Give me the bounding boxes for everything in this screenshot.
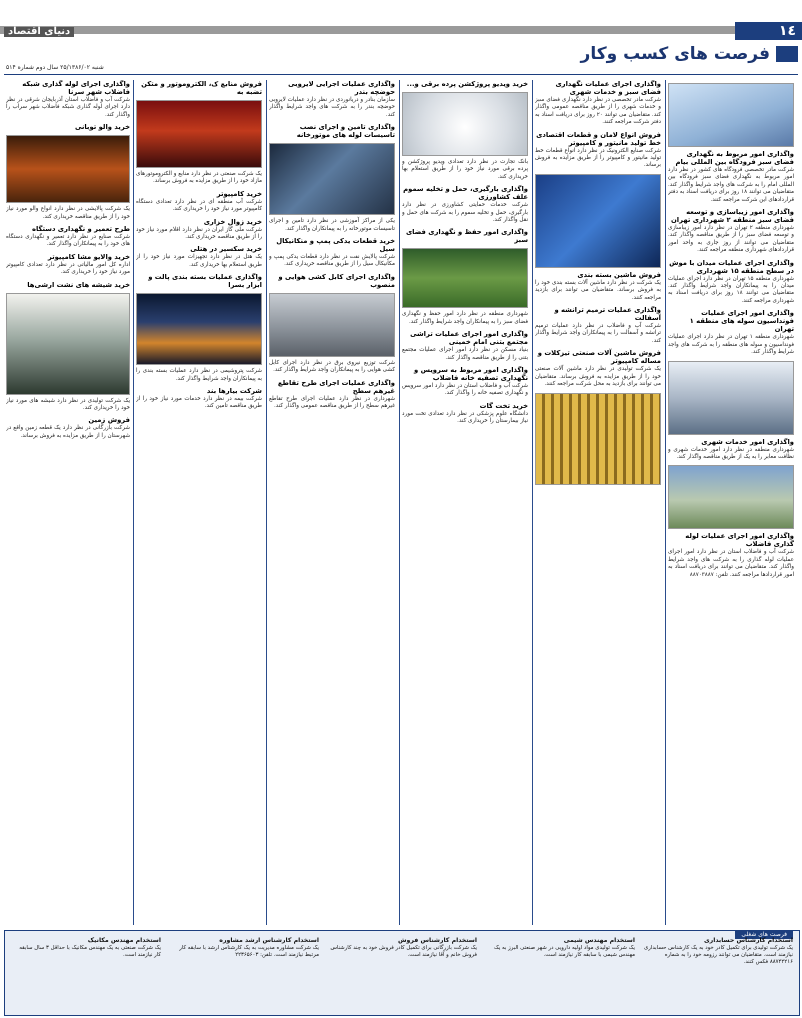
ad [136, 387, 262, 411]
ad-title: فروش منابع ک، الکتروموتور و متکن تضبه به [141, 80, 262, 96]
ad [402, 330, 528, 362]
ad-body: شرکت صنایع الکترونیک در نظر دارد انواع قطعات خط تولید مانیتور و کامپیوتر را از طریق مزایده به فروش برساند. [535, 147, 661, 169]
page-number: ١٤ [778, 23, 796, 39]
ad-body: شرکت مادر تخصصی فرودگاه های کشور در نظر دارد امور مربوط به نگهداری فضای سبز فرودگاه بین المللی امام را به شرکت های واجد شرایط واگذار کند. متقاضیان می توانند ۱۸ روز برای دریافت اسناد به دفتر قراردادهای این شرکت مراجعه کنند. [668, 167, 794, 203]
job-title: استخدام مهندس مکانیک [87, 937, 161, 944]
ad-title: واگذاری عملیات اجرای طرح تقاطع غیرهم سطح [277, 378, 395, 395]
ad [269, 237, 395, 269]
ad [269, 379, 395, 411]
ad [668, 309, 794, 356]
ad [136, 190, 262, 214]
ad [668, 532, 794, 579]
job-title: استخدام کارشناس حسابداری [703, 937, 793, 944]
column-divider [266, 80, 267, 925]
ad-body: اداره کل امور مالیاتی در نظر دارد تعدادی کامپیوتر مورد نیاز خود را خریداری کند. [6, 261, 130, 276]
ad-body: شهرداری منطقه ۱۵ تهران در نظر دارد اجرای عملیات میدان را به پیمانکاران واجد شرایط واگذار کند. متقاضیان می توانند ۱۸ روز برای دریافت اسناد به شهرداری مراجعه کنند. [668, 275, 794, 304]
ad-body: شرکت بازرگانی در نظر دارد یک قطعه زمین واقع در شهرستان را از طریق مزایده به فروش برساند. [6, 425, 130, 439]
workshop-image [136, 100, 262, 168]
ad [668, 208, 794, 255]
ad [535, 349, 661, 388]
column-divider [399, 80, 400, 925]
ad-body: یک شرکت صنعتی در نظر دارد منابع و الکتروموتورهای مازاد خود را از طریق مزایده به فروش برساند. [136, 171, 262, 185]
ad-body: یک هتل در نظر دارد تجهیزات مورد نیاز خود را از طریق استعلام بها خریداری کند. [136, 254, 262, 268]
ad [6, 253, 130, 277]
top-rule [4, 74, 798, 75]
ad-title: فروش ماشین بسته بندی [577, 270, 661, 279]
ad [402, 185, 528, 224]
ad-title: واگذاری اجرای عملیات نگهداری فضای سبز و خدمات شهری [555, 80, 661, 96]
valve-image [6, 135, 130, 203]
ad-title: واگذاری تامین و اجرای نصب تاسیسات لوله های موتورخانه [296, 123, 395, 140]
factory-image [535, 393, 661, 485]
job-title: استخدام کارشناس فروش [398, 937, 477, 944]
ad [136, 80, 262, 96]
job-ad [643, 937, 793, 1011]
ad [535, 131, 661, 170]
column-4 [269, 80, 395, 928]
ad-title: واگذاری امور خدمات شهری [701, 437, 794, 446]
ad-title: واگذاری عملیات ترمیم ترانشه و آسفالت [554, 306, 661, 323]
ad [269, 123, 395, 139]
column-divider [133, 80, 134, 925]
ad [6, 123, 130, 131]
ad-body: شرکت آب منطقه ای در نظر دارد تعدادی دستگاه کامپیوتر مورد نیاز خود را خریداری کند. [136, 198, 262, 213]
ad-body: شرکت آب و فاضلاب استان در نظر دارد امور اجرای عملیات لوله گذاری را به شرکت های واجد شرایط واگذار کند. متقاضیان می توانند برای دریافت اسناد به امور قراردادها مراجعه کنند. تلفن: ۸۸۷۰۳۸۸۷ [668, 549, 794, 578]
ad-title: طرح تعمیر و نگهداری دستگاه [31, 225, 130, 234]
ad-body: شهرداری در نظر دارد عملیات اجرای طرح تقاطع غیرهم سطح را از طریق مناقصه عمومی واگذار کند. [269, 395, 395, 410]
computer-image [535, 174, 661, 268]
ad-title: فروش زمین [88, 416, 130, 425]
job-title: استخدام کارشناس ارشد مشاوره [219, 937, 319, 944]
ad-title: خرید سکسیر در هتلی [190, 245, 262, 254]
column-1 [668, 80, 794, 928]
column-2 [535, 80, 661, 928]
job-body: یک شرکت صنعتی به یک مهندس مکانیک با حداقل ۳ سال سابقه کار نیازمند است. [19, 945, 161, 958]
job-body: یک شرکت مشاوره مدیریت به یک کارشناس ارشد با سابقه کار مرتبط نیازمند است. تلفن: ۲۲۳۶۵۶۰۳ [179, 945, 319, 958]
header-rule [0, 26, 735, 34]
ad-title: واگذاری امور حفظ و نگهداری فضای سبز [405, 228, 528, 245]
ad-title: واگذاری امور اجرای عملیات فونداسیون سوله های منطقه ۱ تهران [689, 309, 794, 334]
ad [136, 368, 262, 383]
masthead: دنیای اقتصاد [4, 27, 74, 37]
ad [402, 311, 528, 326]
job-body: یک شرکت بازرگانی برای تکمیل کادر فروش خود به چند کارشناس فروش خانم و آقا نیازمند است. [330, 945, 477, 958]
ad [269, 273, 395, 289]
ad-body: شرکت ملی گاز ایران در نظر دارد اقلام مورد نیاز خود را از طریق مناقصه خریداری کند. [136, 226, 262, 241]
job-title: استخدام مهندس شیمی [563, 937, 635, 944]
job-body: یک شرکت تولیدی برای تکمیل کادر خود به یک کارشناس حسابداری نیازمند است. متقاضیان می توانند رزومه خود را به شماره ۸۸۷۴۲۲۱۶ فکس کنند. [644, 945, 793, 965]
ad-title: واگذاری عملیات اجرایی لایروبی حوضچه بندر [288, 80, 395, 96]
job-ad [327, 937, 477, 1011]
ad-title: واگذاری امور مربوط به نگهداری فضای سبز فرودگاه بین المللی بیام [675, 150, 794, 166]
ad-body: شرکت آب و فاضلاب استان آذربایجان شرقی در نظر دارد اجرای لوله گذاری شبکه فاضلاب شهر سراب را واگذار کند. [6, 97, 130, 118]
ad-body: یک شرکت تولیدی در نظر دارد شیشه های مورد نیاز خود را خریداری کند. [6, 397, 130, 412]
ad-title: واگذاری اجرای کابل کشی هوایی و منصوب [278, 272, 395, 289]
ad-title: خرید زوال خزاری [203, 217, 262, 226]
ad [402, 366, 528, 398]
issue-line: شنبه ۲۵/۱۳۸۶/۰۲ سال دوم شماره ۵۱۴ [6, 64, 104, 71]
cables-image [269, 293, 395, 357]
ad-title: واگذاری بارگیری، حمل و تخلیه سموم علف کشاورزی [403, 185, 528, 202]
ad [668, 438, 794, 462]
ad [6, 206, 130, 221]
section-title: فرصت های کسب وکار [580, 44, 770, 64]
job-ad [11, 937, 161, 1011]
ad [535, 271, 661, 302]
ad [6, 80, 130, 119]
ad-title: خرید ویدیو پروژکشن پرده برقی و... [406, 80, 528, 88]
machinery-image [6, 293, 130, 395]
ad-body: شرکت بیمه در نظر دارد خدمات مورد نیاز خود را از طریق مناقصه تامین کند. [136, 396, 262, 410]
ad-title: واگذاری اجرای عملیات میدان با موش در سطح منطقه ۱۵ شهرداری [669, 258, 794, 275]
ad-body: شهرداری منطقه در نظر دارد امور خدمات شهری و نظافت معابر را به یک از طریق مناقصه واگذار کند. [668, 446, 794, 460]
projector-image [402, 92, 528, 156]
ad-body: شرکت آب و فاضلاب در نظر دارد عملیات ترمیم ترانشه و آسفالت را به پیمانکاران واجد شرایط واگذار کند. [535, 323, 661, 344]
jobs-section-tag: فرصت های شغلی [735, 930, 793, 939]
ad [535, 306, 661, 345]
ad [535, 80, 661, 127]
page-header [0, 0, 802, 46]
job-ad [169, 937, 319, 1011]
column-divider [665, 80, 666, 925]
ad-body: شرکت صنایع در نظر دارد تعمیر و نگهداری دستگاه های خود را به پیمانکاران واگذار کند. [6, 234, 130, 248]
ad-title: خرید والو توبانی [74, 123, 130, 132]
ad-title: خرید قطعات یدکی پمپ و منکانیکال سیل [276, 237, 395, 254]
pipes-image [269, 143, 395, 215]
ad-title: خرید تخت گات [479, 401, 528, 410]
ad-title: فروش انواع لامان و قطعات اقتصادی خط تولید مانیتور و کامپیوتر [536, 130, 661, 147]
ad [402, 80, 528, 88]
ad-title: فروش ماشین آلات صنعتی تیزکلات و مساله کامپیوتر [537, 349, 661, 366]
ad-body: سازمان بنادر و دریانوردی در نظر دارد عملیات لایروبی حوضچه بندر را به شرکت های واجد شرایط واگذار کند. [269, 97, 395, 118]
ad-body: دانشگاه علوم پزشکی در نظر دارد تعدادی تخت مورد نیاز بیمارستان را خریداری کند. [402, 410, 528, 425]
ad-body: شرکت خدمات حمایتی کشاورزی در نظر دارد بارگیری، حمل و تخلیه سموم را به شرکت های حمل و نقل واگذار کند. [402, 202, 528, 224]
refinery-image [136, 293, 262, 365]
ad-title: خرید کامپیوتر [216, 189, 262, 198]
ad-title: خرید والایو مشا کامپیوتر [47, 252, 130, 261]
airport-image [668, 83, 794, 147]
greenery-image [402, 248, 528, 308]
ad-title: واگذاری امور زیباسازی و توسعه فضای سبز منطقه ۲ شهرداری تهران [671, 208, 794, 225]
ad [136, 245, 262, 269]
ad [6, 416, 130, 440]
job-body: یک شرکت تولیدی مواد اولیه دارویی در شهر صنعتی البرز به یک مهندس شیمی با سابقه کار نیازمند است. [493, 945, 635, 958]
column-6 [6, 80, 130, 928]
job-ad [485, 937, 635, 1011]
ad-title: واگذاری عملیات بسته بندی پالت و ابزار بسرا [148, 273, 262, 290]
ad-body: شهرداری منطقه در نظر دارد امور حفظ و نگهداری فضای سبز را به پیمانکاران واجد شرایط واگذار کند. [402, 311, 528, 325]
ad [402, 159, 528, 181]
ad [668, 150, 794, 204]
ad-body: شهرداری منطقه ۱ تهران در نظر دارد اجرای عملیات فونداسیون و سوله های منطقه را به شرکت های واجد شرایط واگذار کند. [668, 334, 794, 356]
ad-title: واگذاری اجرای لوله گذاری شبکه فاضلاب شهر سرنا [22, 80, 130, 96]
ad [402, 228, 528, 244]
ad [6, 398, 130, 413]
ad [136, 218, 262, 242]
ad [269, 80, 395, 119]
ad-body: یک شرکت تولیدی در نظر دارد ماشین آلات صنعتی خود را از طریق مزایده به فروش برساند. متقاضیان می توانند برای بازدید به محل شرکت مراجعه کنند. [535, 366, 661, 388]
ad-body: یکی از مراکز آموزشی در نظر دارد تامین و اجرای تاسیسات موتورخانه را به پیمانکاران واگذار کند. [269, 218, 395, 232]
ad-body: بنیاد مسکن در نظر دارد امور اجرای عملیات مجتمع بتنی را از طریق مناقصه واگذار کند. [402, 347, 528, 361]
ad-body: شرکت پتروشیمی در نظر دارد عملیات بسته بندی را به پیمانکاران واجد شرایط واگذار کند. [136, 368, 262, 382]
ad-title: واگذاری امور اجرای عملیات تراشی مجتمع بتنی امام خمینی [410, 330, 528, 347]
ad-body: شرکت مادر تخصصی در نظر دارد نگهداری فضای سبز و خدمات شهری را از طریق مناقصه عمومی واگذار کند. متقاضیان می توانند ۲۰ روز برای دریافت اسناد به دفتر شرکت مراجعه کنند. [535, 97, 661, 126]
ad-body: یک شرکت در نظر دارد ماشین آلات بسته بندی خود را به فروش برساند. متقاضیان می توانند برای بازدید مراجعه کنند. [535, 279, 661, 301]
ad-body: یک شرکت پالایشی در نظر دارد انواع والو مورد نیاز خود را از طریق مناقصه خریداری کند. [6, 206, 130, 220]
ad [269, 360, 395, 375]
city-image [668, 465, 794, 529]
ad [136, 171, 262, 186]
ad [6, 281, 130, 289]
ad [668, 259, 794, 306]
ad [269, 218, 395, 233]
ad [402, 402, 528, 426]
jobs-section [4, 930, 800, 1016]
ad [6, 225, 130, 249]
ad-body: بانک تجارت در نظر دارد تعدادی ویدیو پروژکشن و پرده برقی مورد نیاز خود را از طریق استعلام بها خریداری کند. [402, 159, 528, 180]
structure-image [668, 361, 794, 435]
ad-body: شرکت آب و فاضلاب استان در نظر دارد امور سرویس و نگهداری تصفیه خانه را واگذار کند. [402, 383, 528, 397]
section-flag [776, 46, 798, 62]
ad [136, 273, 262, 289]
column-5 [136, 80, 262, 928]
ad-title: خرید شیشه های نشت ارشی‌ها [27, 280, 130, 289]
ad-title: واگذاری امور اجرای عملیات لوله گذاری فاضلاب [685, 532, 794, 549]
ad-body: شرکت پالایش نفت در نظر دارد قطعات یدکی پمپ و مکانیکال سیل را از طریق مناقصه خریداری کند. [269, 254, 395, 268]
column-divider [532, 80, 533, 925]
ad-body: شرکت توزیع نیروی برق در نظر دارد اجرای کابل کشی هوایی را به پیمانکاران واجد شرایط واگذار کند. [269, 359, 395, 374]
ad-body: شهرداری منطقه ۲ تهران در نظر دارد امور زیباسازی و توسعه فضای سبز را از طریق مناقصه واگذار کند. متقاضیان می توانند از روز جاری به واحد امور قراردادهای شهرداری منطقه مراجعه کنند. [668, 225, 794, 254]
column-3 [402, 80, 528, 928]
ad-title: شرکت بیارها بند [206, 387, 262, 396]
ad-title: واگذاری امور مربوط به سرویس و نگهداری تصفیه خانه فاضلاب [414, 366, 528, 383]
